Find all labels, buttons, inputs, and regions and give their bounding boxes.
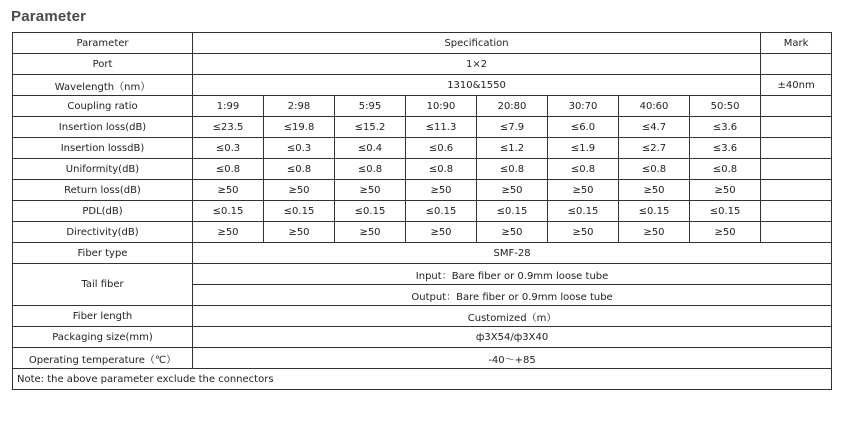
cell-value: ≤0.15 (264, 201, 335, 222)
row-label: Operating temperature（℃） (13, 348, 193, 369)
cell-value: 50:50 (690, 96, 761, 117)
cell-value: 1:99 (193, 96, 264, 117)
cell-value: ≤0.8 (264, 159, 335, 180)
row-label: Return loss(dB) (13, 180, 193, 201)
cell-value: ≤0.8 (477, 159, 548, 180)
row-label: Directivity(dB) (13, 222, 193, 243)
cell-value: ≥50 (690, 180, 761, 201)
row-fiber-type (13, 243, 832, 264)
cell-value: ≤0.3 (264, 138, 335, 159)
cell-value: ≤0.15 (690, 201, 761, 222)
row-label: Insertion lossdB) (13, 138, 193, 159)
row-value: ф3X54/ф3X40 (193, 327, 832, 348)
cell-value: ≤23.5 (193, 117, 264, 138)
header-parameter: Parameter (13, 33, 193, 54)
cell-value: 10:90 (406, 96, 477, 117)
cell-value: ≥50 (193, 222, 264, 243)
row-fiber-length (13, 306, 832, 327)
cell-value: 30:70 (548, 96, 619, 117)
row-value: SMF-28 (193, 243, 832, 264)
cell-value: ≤0.6 (406, 138, 477, 159)
row-return-loss (13, 180, 832, 201)
cell-value: ≤4.7 (619, 117, 690, 138)
row-label: Tail fiber (13, 264, 193, 306)
row-value: 1×2 (193, 54, 761, 75)
cell-value: ≤0.15 (619, 201, 690, 222)
cell-value: ≤15.2 (335, 117, 406, 138)
cell-value: ≤0.8 (690, 159, 761, 180)
cell-value: ≤0.15 (193, 201, 264, 222)
cell-value: ≥50 (335, 180, 406, 201)
cell-value: ≤0.4 (335, 138, 406, 159)
parameter-table (12, 32, 832, 390)
row-mark (761, 222, 832, 243)
row-value-output: Output：Bare fiber or 0.9mm loose tube (193, 285, 832, 306)
cell-value: ≤19.8 (264, 117, 335, 138)
row-packaging-size (13, 327, 832, 348)
cell-value: ≥50 (193, 180, 264, 201)
row-mark (761, 201, 832, 222)
row-mark (761, 117, 832, 138)
row-coupling-ratio (13, 96, 832, 117)
cell-value: ≥50 (264, 180, 335, 201)
cell-value: ≤2.7 (619, 138, 690, 159)
row-operating-temperature (13, 348, 832, 369)
row-mark (761, 96, 832, 117)
row-label: Fiber length (13, 306, 193, 327)
cell-value: ≥50 (406, 180, 477, 201)
cell-value: ≥50 (548, 222, 619, 243)
row-insertion-loss-2 (13, 138, 832, 159)
cell-value: ≥50 (264, 222, 335, 243)
cell-value: ≤0.8 (548, 159, 619, 180)
cell-value: ≥50 (477, 222, 548, 243)
cell-value: ≤0.15 (406, 201, 477, 222)
row-label: Port (13, 54, 193, 75)
row-mark (761, 54, 832, 75)
cell-value: ≤1.2 (477, 138, 548, 159)
cell-value: 2:98 (264, 96, 335, 117)
row-insertion-loss (13, 117, 832, 138)
cell-value: ≤0.8 (619, 159, 690, 180)
cell-value: ≥50 (548, 180, 619, 201)
header-specification: Specification (193, 33, 761, 54)
cell-value: 20:80 (477, 96, 548, 117)
row-label: Packaging size(mm) (13, 327, 193, 348)
header-row (13, 33, 832, 54)
row-label: PDL(dB) (13, 201, 193, 222)
page-title: Parameter (11, 8, 87, 25)
cell-value: ≤0.3 (193, 138, 264, 159)
row-value: 1310&1550 (193, 75, 761, 96)
cell-value: ≥50 (690, 222, 761, 243)
cell-value: 40:60 (619, 96, 690, 117)
cell-value: ≤3.6 (690, 117, 761, 138)
cell-value: ≤0.15 (548, 201, 619, 222)
row-mark: ±40nm (761, 75, 832, 96)
row-port (13, 54, 832, 75)
cell-value: ≤0.8 (193, 159, 264, 180)
cell-value: ≥50 (619, 222, 690, 243)
row-mark (761, 159, 832, 180)
cell-value: ≤1.9 (548, 138, 619, 159)
cell-value: ≥50 (406, 222, 477, 243)
cell-value: ≤3.6 (690, 138, 761, 159)
row-label: Uniformity(dB) (13, 159, 193, 180)
row-tail-fiber-input (13, 264, 832, 285)
row-value: Customized（m） (193, 306, 832, 327)
row-label: Fiber type (13, 243, 193, 264)
cell-value: ≤0.15 (477, 201, 548, 222)
cell-value: 5:95 (335, 96, 406, 117)
cell-value: ≤0.8 (406, 159, 477, 180)
cell-value: ≥50 (477, 180, 548, 201)
cell-value: ≤0.15 (335, 201, 406, 222)
row-label: Coupling ratio (13, 96, 193, 117)
row-label: Wavelength（nm） (13, 75, 193, 96)
row-label: Insertion loss(dB) (13, 117, 193, 138)
cell-value: ≥50 (335, 222, 406, 243)
cell-value: ≤7.9 (477, 117, 548, 138)
cell-value: ≤0.8 (335, 159, 406, 180)
table-note: Note: the above parameter exclude the connectors (13, 369, 832, 390)
row-mark (761, 180, 832, 201)
row-uniformity (13, 159, 832, 180)
cell-value: ≤11.3 (406, 117, 477, 138)
row-value-input: Input：Bare fiber or 0.9mm loose tube (193, 264, 832, 285)
row-mark (761, 138, 832, 159)
cell-value: ≤6.0 (548, 117, 619, 138)
row-pdl (13, 201, 832, 222)
row-directivity (13, 222, 832, 243)
row-wavelength (13, 75, 832, 96)
cell-value: ≥50 (619, 180, 690, 201)
header-mark: Mark (761, 33, 832, 54)
row-value: -40～+85 (193, 348, 832, 369)
row-note (13, 369, 832, 390)
